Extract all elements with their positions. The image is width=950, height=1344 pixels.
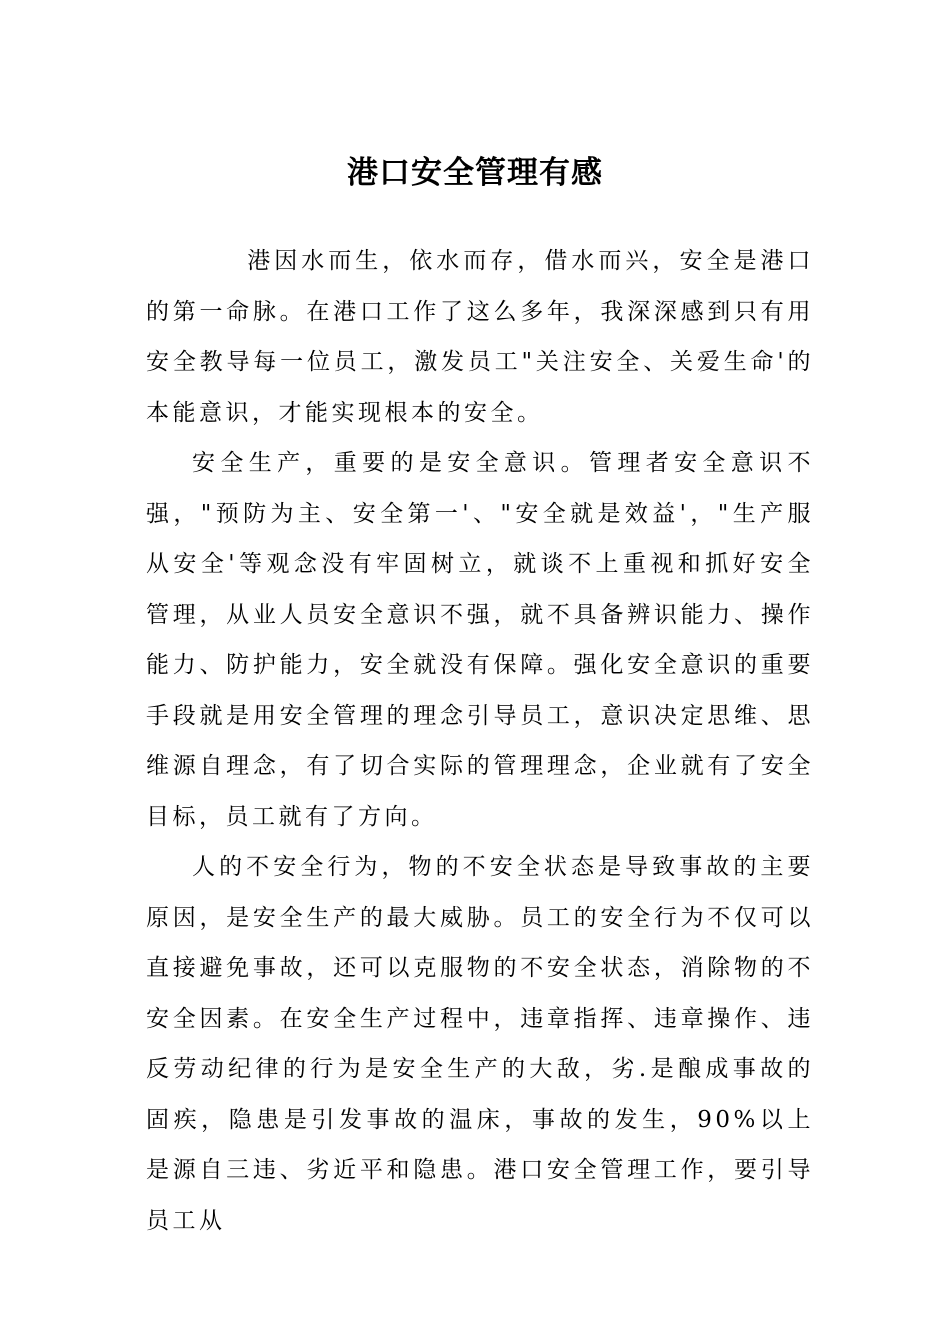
paragraph-2: 安全生产，重要的是安全意识。管理者安全意识不强，"预防为主、安全第一'、"安全就是效益'，"生产服从安全'等观念没有牢固树立，就谈不上重视和抓好安全管理，从业人员安全意识不强，就不具备辨识能力、操作能力、防护能力，安全就没有保障。强化安全意识的重要手段就是用安全管理的理念引导员工，意识决定思维、思维源自理念，有了切合实际的管理理念，企业就有了安全目标，员工就有了方向。: [146, 450, 814, 830]
document-body: [146, 236, 814, 1246]
document-title: 港口安全管理有感: [347, 154, 603, 191]
paragraph-1: 港因水而生，依水而存，借水而兴，安全是港口的第一命脉。在港口工作了这么多年，我深深感到只有用安全教导每一位员工，激发员工"关注安全、关爱生命'的本能意识，才能实现根本的安全。: [146, 248, 814, 426]
paragraph-3: 人的不安全行为，物的不安全状态是导致事故的主要原因，是安全生产的最大威胁。员工的安全行为不仅可以直接避免事故，还可以克服物的不安全状态，消除物的不安全因素。在安全生产过程中，违章指挥、违章操作、违反劳动纪律的行为是安全生产的大敌，劣.是酿成事故的固疾，隐患是引发事故的温床，事故的发生，90%以上是源自三违、劣近平和隐患。港口安全管理工作，要引导员工从: [146, 854, 814, 1234]
